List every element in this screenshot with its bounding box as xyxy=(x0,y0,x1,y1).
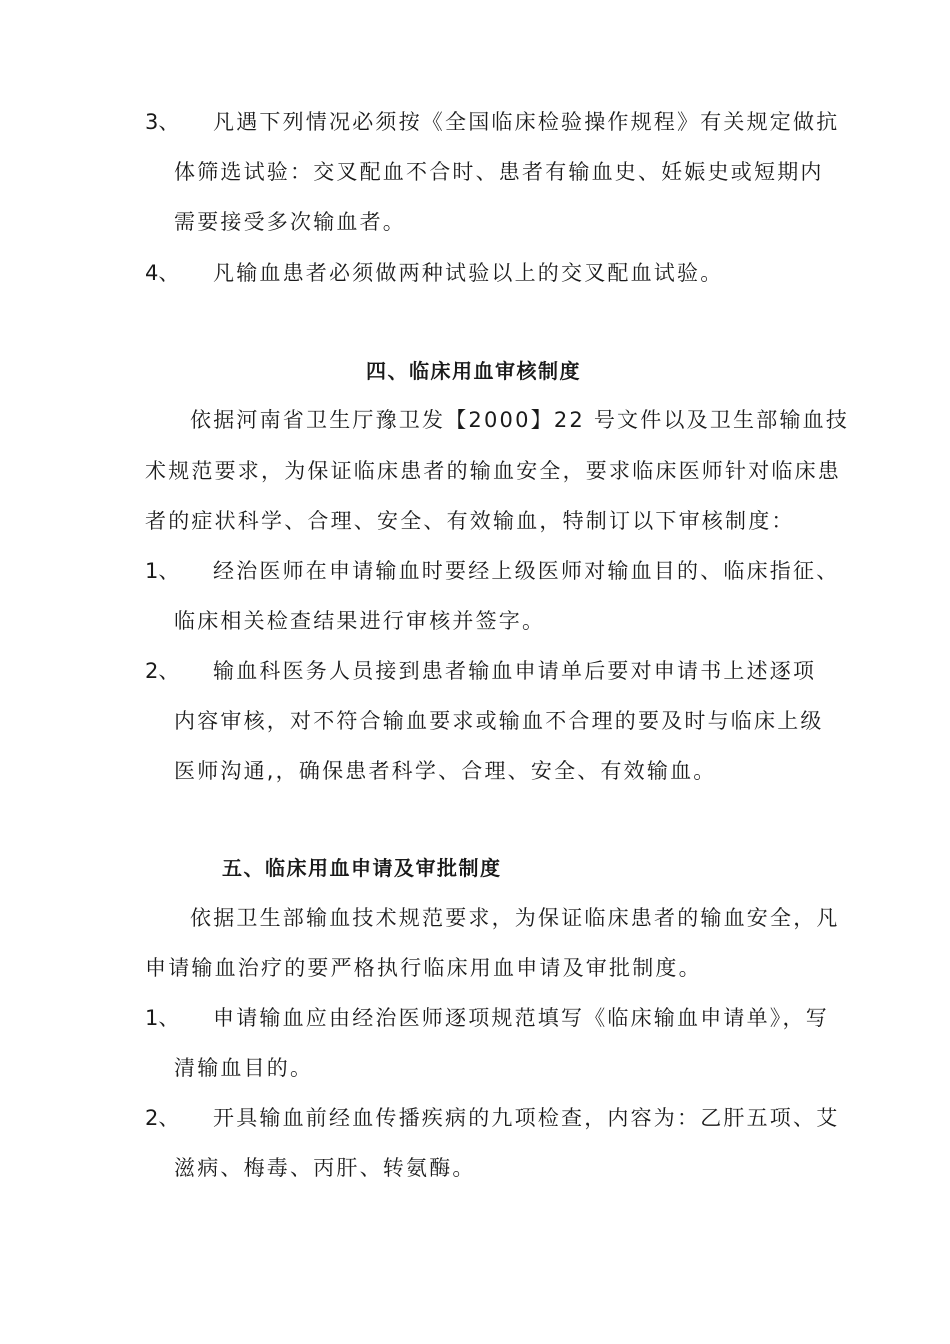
section-5-heading: 五、临床用血申请及审批制度 xyxy=(222,856,502,880)
section-5-intro-line-2: 申请输血治疗的要严格执行临床用血申请及审批制度。 xyxy=(145,956,702,980)
section-5-item-1-line-1: 申请输血应由经治医师逐项规范填写《临床输血申请单》，写 xyxy=(213,1006,829,1030)
list-item-3-line-3: 需要接受多次输血者。 xyxy=(174,210,406,234)
list-item-3-line-2: 体筛选试验：交叉配血不合时、患者有输血史、妊娠史或短期内 xyxy=(174,160,824,184)
section-5-item-2-number: 2、 xyxy=(145,1106,180,1130)
section-4-item-1-line-2: 临床相关检查结果进行审核并签字。 xyxy=(174,609,546,633)
list-item-4-line-1: 凡输血患者必须做两种试验以上的交叉配血试验。 xyxy=(213,261,724,285)
section-5-item-1-number: 1、 xyxy=(145,1006,180,1030)
section-5-item-2-line-2: 滋病、梅毒、丙肝、转氨酶。 xyxy=(174,1156,476,1180)
section-5-item-2-line-1: 开具输血前经血传播疾病的九项检查，内容为：乙肝五项、艾 xyxy=(213,1106,840,1130)
section-4-item-1-line-1: 经治医师在申请输血时要经上级医师对输血目的、临床指征、 xyxy=(213,559,840,583)
section-4-item-1-number: 1、 xyxy=(145,559,180,583)
section-4-item-2-line-2: 内容审核，对不符合输血要求或输血不合理的要及时与临床上级 xyxy=(174,709,824,733)
section-4-heading: 四、临床用血审核制度 xyxy=(366,359,581,383)
section-5-item-1-line-2: 清输血目的。 xyxy=(174,1056,314,1080)
section-4-intro-line-1: 依据河南省卫生厅豫卫发【2000】22 号文件以及卫生部输血技 xyxy=(190,408,850,432)
section-4-intro-line-2: 术规范要求，为保证临床患者的输血安全，要求临床医师针对临床患 xyxy=(145,459,841,483)
section-4-intro-line-3: 者的症状科学、合理、安全、有效输血，特制订以下审核制度： xyxy=(145,509,795,533)
section-4-item-2-line-1: 输血科医务人员接到患者输血申请单后要对申请书上述逐项 xyxy=(213,659,817,683)
list-item-4-number: 4、 xyxy=(145,261,180,285)
section-4-item-2-line-3: 医师沟通,，确保患者科学、合理、安全、有效输血。 xyxy=(174,759,717,783)
section-4-item-2-number: 2、 xyxy=(145,659,180,683)
list-item-3-number: 3、 xyxy=(145,110,180,134)
list-item-3-line-1: 凡遇下列情况必须按《全国临床检验操作规程》有关规定做抗 xyxy=(213,110,840,134)
section-5-intro-line-1: 依据卫生部输血技术规范要求，为保证临床患者的输血安全，凡 xyxy=(190,906,840,930)
